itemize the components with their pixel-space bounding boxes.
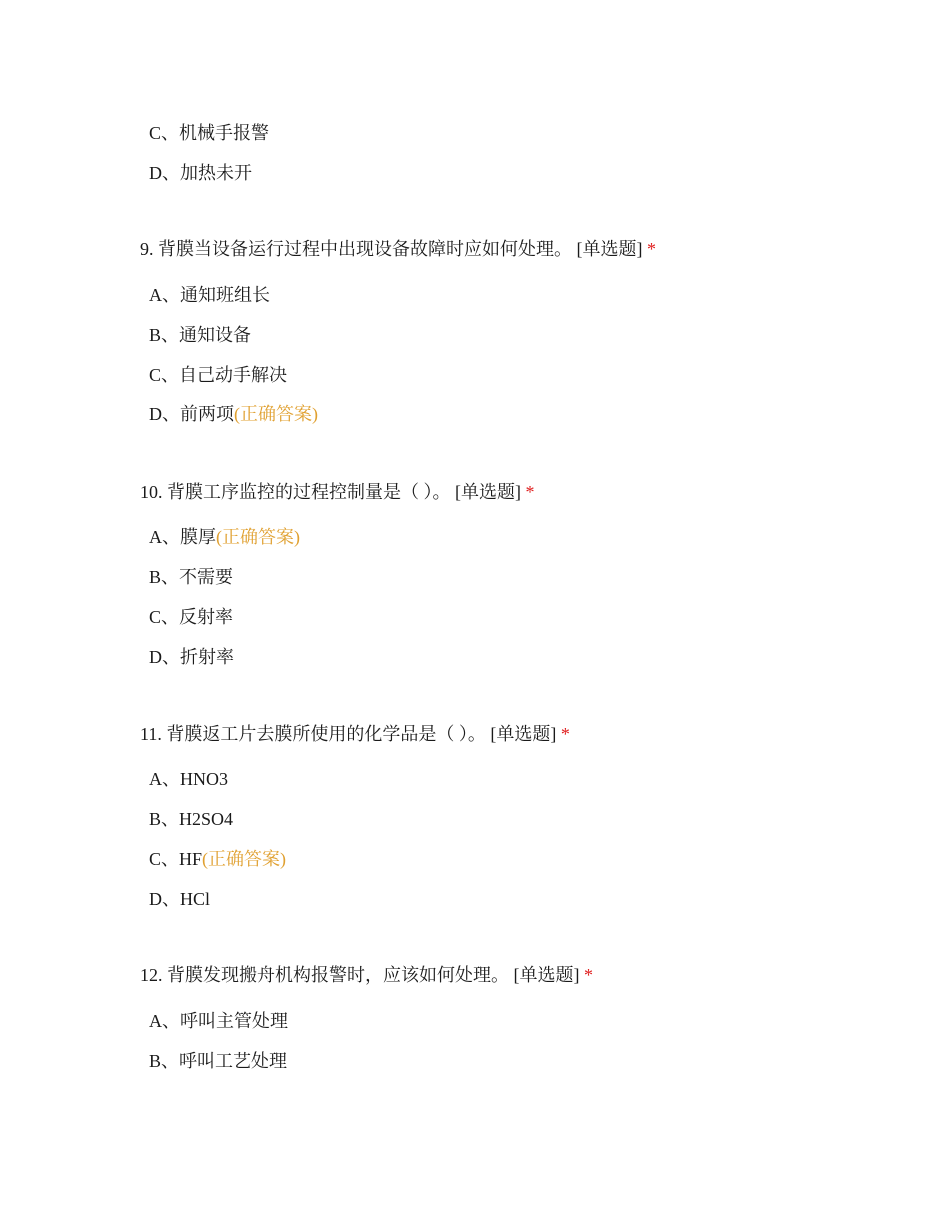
option-letter: B、 <box>149 809 180 829</box>
option-text: HNO3 <box>180 769 228 789</box>
option-text: 呼叫主管处理 <box>180 1011 288 1031</box>
option-letter: C、 <box>149 365 180 385</box>
question-type: [单选题] <box>513 965 580 985</box>
option-11-d <box>149 887 210 911</box>
option-9-a <box>149 283 270 307</box>
option-text: 加热未开 <box>180 163 252 183</box>
question-text: 背膜当设备运行过程中出现设备故障时应如何处理。 <box>158 239 572 259</box>
option-9-b <box>149 323 251 347</box>
question-text: 背膜工序监控的过程控制量是（ ）。 <box>167 482 451 502</box>
correct-answer-label: (正确答案) <box>216 527 300 547</box>
question-type: [单选题] <box>455 482 521 502</box>
question-type: [单选题] <box>490 724 557 744</box>
option-text: 折射率 <box>180 647 234 667</box>
option-10-a <box>149 525 300 549</box>
option-letter: A、 <box>149 527 180 547</box>
option-letter: C、 <box>149 123 180 143</box>
question-text: 背膜发现搬舟机构报警时，应该如何处理。 <box>167 965 509 985</box>
option-text: HCl <box>180 889 211 909</box>
required-mark: * <box>560 724 570 744</box>
option-12-b <box>149 1049 287 1073</box>
option-text: 自己动手解决 <box>179 365 288 385</box>
question-12-title <box>140 963 593 987</box>
option-letter: B、 <box>149 1051 180 1071</box>
option-10-b <box>149 565 233 589</box>
option-text: 膜厚 <box>180 527 216 547</box>
option-letter: C、 <box>149 849 180 869</box>
option-10-d <box>149 645 234 669</box>
option-letter: A、 <box>149 769 180 789</box>
option-12-a <box>149 1009 288 1033</box>
option-9-d <box>149 402 318 426</box>
option-letter: D、 <box>149 889 180 909</box>
option-text: 机械手报警 <box>179 123 270 143</box>
required-mark: * <box>584 965 593 985</box>
option-letter: A、 <box>149 285 180 305</box>
question-number: 11. <box>140 724 162 744</box>
option-text: H2SO4 <box>179 809 234 829</box>
option-text: 前两项 <box>180 404 234 424</box>
option-letter: D、 <box>149 404 180 424</box>
option-11-a <box>149 767 228 791</box>
question-type: [单选题] <box>576 239 643 259</box>
question-text: 背膜返工片去膜所使用的化学品是（ ）。 <box>166 724 486 744</box>
option-letter: C、 <box>149 607 180 627</box>
option-8-d <box>149 161 252 185</box>
correct-answer-label: (正确答案) <box>202 849 287 869</box>
option-text: HF <box>179 849 203 869</box>
question-number: 9. <box>140 239 154 259</box>
question-number: 12. <box>140 965 163 985</box>
option-text: 通知设备 <box>179 325 252 345</box>
option-letter: A、 <box>149 1011 180 1031</box>
question-number: 10. <box>140 482 163 502</box>
option-10-c <box>149 605 233 629</box>
question-11-title <box>140 722 570 746</box>
option-letter: B、 <box>149 567 180 587</box>
correct-answer-label: (正确答案) <box>234 404 318 424</box>
option-text: 不需要 <box>179 567 234 587</box>
option-11-b <box>149 807 233 831</box>
option-text: 反射率 <box>179 607 234 627</box>
required-mark: * <box>525 482 535 502</box>
option-letter: D、 <box>149 163 180 183</box>
option-8-c <box>149 121 269 145</box>
question-10-title <box>140 480 535 504</box>
question-9-title <box>140 237 656 261</box>
option-text: 通知班组长 <box>180 285 270 305</box>
option-text: 呼叫工艺处理 <box>179 1051 288 1071</box>
required-mark: * <box>647 239 656 259</box>
option-9-c <box>149 363 287 387</box>
option-letter: B、 <box>149 325 180 345</box>
option-11-c <box>149 847 286 871</box>
option-letter: D、 <box>149 647 180 667</box>
